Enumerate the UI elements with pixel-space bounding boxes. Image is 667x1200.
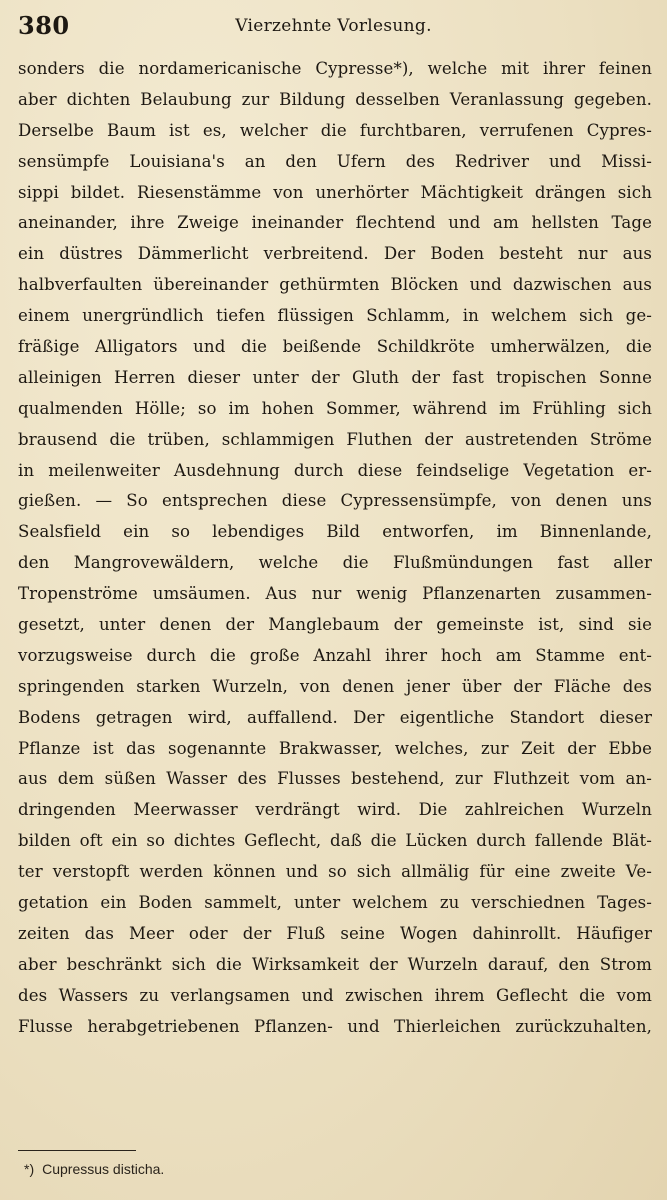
text-line: sensümpfe Louisiana's an den Ufern des Redriver und Missi- [18,151,652,171]
text-line: Bodens getragen wird, auffallend. Der eigentliche Standort dieser [18,707,652,727]
text-line: ter verstopft werden können und so sich allmälig für eine zweite Ve- [18,862,652,882]
text-line: Pflanze ist das sogenannte Brakwasser, welches, zur Zeit der Ebbe [18,738,652,758]
text-line: getation ein Boden sammelt, unter welchem zu verschiednen Tages- [18,893,652,913]
text-line: bilden oft ein so dichtes Geflecht, daß die Lücken durch fallende Blät- [18,831,652,851]
text-line: dringenden Meerwasser verdrängt wird. Die zahlreichen Wurzeln [18,800,652,820]
text-line: sonders die nordamericanische Cypresse*), welche mit ihrer feinen [18,59,652,78]
text-line: springenden starken Wurzeln, von denen jener über der Fläche des [18,676,652,696]
text-line: sippi bildet. Riesenstämme von unerhörter Mächtigkeit drängen sich [18,182,652,202]
text-line: Derselbe Baum ist es, welcher die furchtbaren, verrufenen Cypres- [18,120,652,140]
text-line: aber dichten Belaubung zur Bildung desselben Veranlassung gegeben. [18,89,652,109]
footnote-divider [18,1150,136,1151]
text-line: in meilenweiter Ausdehnung durch diese feindselige Vegetation er- [18,460,652,480]
text-line: Tropenströme umsäumen. Aus nur wenig Pflanzenarten zusammen- [18,584,652,604]
text-line: Flusse herabgetriebenen Pflanzen- und Thierleichen zurückzuhalten, [18,1016,652,1036]
text-line: ein düstres Dämmerlicht verbreitend. Der Boden besteht nur aus [18,244,652,264]
text-line: den Mangrovewäldern, welche die Flußmündungen fast aller [18,553,652,573]
running-head [18,10,649,42]
body-text [18,54,652,1043]
text-line: halbverfaulten übereinander gethürmten Blöcken und dazwischen aus [18,275,652,295]
footnote-text: Cupressus disticha. [42,1161,165,1177]
text-line: fräßige Alligators und die beißende Schildkröte umherwälzen, die [18,337,652,357]
text-line: aber beschränkt sich die Wirksamkeit der Wurzeln darauf, den Strom [18,954,652,974]
text-line: zeiten das Meer oder der Fluß seine Wogen dahinrollt. Häufiger [18,923,652,943]
text-line: einem unergründlich tiefen flüssigen Schlamm, in welchem sich ge- [18,306,652,326]
text-line: gesetzt, unter denen der Manglebaum der gemeinste ist, sind sie [18,615,652,635]
text-line: des Wassers zu verlangsamen und zwischen ihrem Geflecht die vom [18,985,652,1005]
text-line: brausend die trüben, schlammigen Fluthen der austretenden Ströme [18,429,652,449]
footnote-marker: *) [24,1161,35,1177]
page-number: 380 [18,11,70,40]
header-title: Vierzehnte Vorlesung. [235,16,432,36]
text-line: aus dem süßen Wasser des Flusses bestehend, zur Fluthzeit vom an- [18,769,652,789]
text-line: qualmenden Hölle; so im hohen Sommer, während im Frühling sich [18,398,652,418]
text-line: alleinigen Herren dieser unter der Gluth der fast tropischen Sonne [18,367,652,387]
text-line: gießen. — So entsprechen diese Cypressensümpfe, von denen uns [18,491,652,511]
text-line: Sealsfield ein so lebendiges Bild entworfen, im Binnenlande, [18,522,652,542]
text-line: vorzugsweise durch die große Anzahl ihrer hoch am Stamme ent- [18,645,652,665]
footnote [24,1160,164,1178]
text-line: aneinander, ihre Zweige ineinander flechtend und am hellsten Tage [18,213,652,233]
